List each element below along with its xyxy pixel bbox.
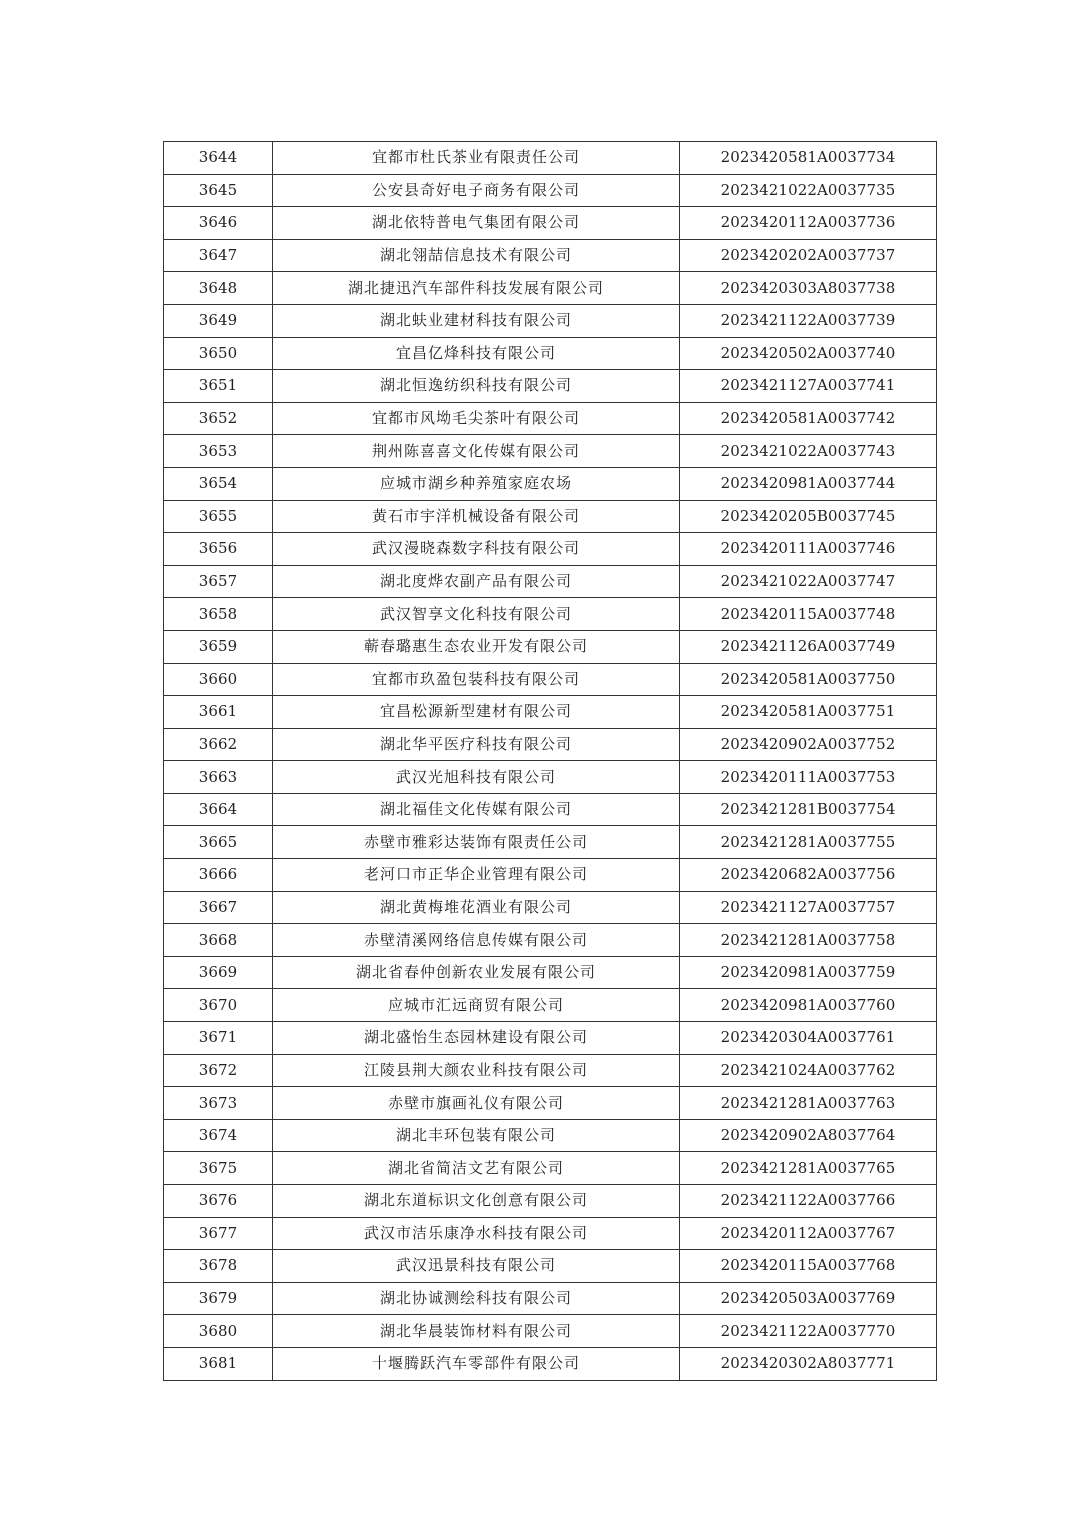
company-name: 赤壁市雅彩达装饰有限责任公司 xyxy=(273,826,680,859)
table-row xyxy=(164,1250,937,1283)
table-row xyxy=(164,272,937,305)
registration-code: 2023421122A0037739 xyxy=(680,304,937,337)
row-number: 3673 xyxy=(164,1087,273,1120)
row-number: 3679 xyxy=(164,1282,273,1315)
company-name: 湖北依特普电气集团有限公司 xyxy=(273,207,680,240)
row-number: 3663 xyxy=(164,761,273,794)
row-number: 3661 xyxy=(164,696,273,729)
registration-code: 2023421022A0037743 xyxy=(680,435,937,468)
registration-code: 2023420902A0037752 xyxy=(680,728,937,761)
registration-code: 2023420304A0037761 xyxy=(680,1022,937,1055)
row-number: 3653 xyxy=(164,435,273,468)
registration-code: 2023420581A0037751 xyxy=(680,696,937,729)
company-name: 赤壁清溪网络信息传媒有限公司 xyxy=(273,924,680,957)
table-row xyxy=(164,891,937,924)
company-name: 荆州陈喜喜文化传媒有限公司 xyxy=(273,435,680,468)
registration-code: 2023421024A0037762 xyxy=(680,1054,937,1087)
table-row xyxy=(164,304,937,337)
company-name: 武汉市洁乐康净水科技有限公司 xyxy=(273,1217,680,1250)
company-name: 江陵县荆大颜农业科技有限公司 xyxy=(273,1054,680,1087)
company-name: 湖北协诚测绘科技有限公司 xyxy=(273,1282,680,1315)
company-name: 武汉智享文化科技有限公司 xyxy=(273,598,680,631)
company-name: 湖北省简洁文艺有限公司 xyxy=(273,1152,680,1185)
row-number: 3668 xyxy=(164,924,273,957)
row-number: 3664 xyxy=(164,793,273,826)
row-number: 3649 xyxy=(164,304,273,337)
table-row xyxy=(164,1315,937,1348)
table-row xyxy=(164,533,937,566)
company-name: 宜都市玖盈包装科技有限公司 xyxy=(273,663,680,696)
registration-code: 2023420112A0037767 xyxy=(680,1217,937,1250)
registration-code: 2023420115A0037768 xyxy=(680,1250,937,1283)
table-row xyxy=(164,565,937,598)
company-name: 湖北盛怡生态园林建设有限公司 xyxy=(273,1022,680,1055)
registration-code: 2023420581A0037750 xyxy=(680,663,937,696)
row-number: 3656 xyxy=(164,533,273,566)
registration-code: 2023420503A0037769 xyxy=(680,1282,937,1315)
registration-code: 2023420902A8037764 xyxy=(680,1119,937,1152)
registration-code: 2023420111A0037746 xyxy=(680,533,937,566)
row-number: 3648 xyxy=(164,272,273,305)
table-row xyxy=(164,500,937,533)
row-number: 3655 xyxy=(164,500,273,533)
table-row xyxy=(164,728,937,761)
row-number: 3672 xyxy=(164,1054,273,1087)
company-name: 应城市汇远商贸有限公司 xyxy=(273,989,680,1022)
company-name: 蕲春璐惠生态农业开发有限公司 xyxy=(273,630,680,663)
company-name: 湖北东道标识文化创意有限公司 xyxy=(273,1185,680,1218)
row-number: 3670 xyxy=(164,989,273,1022)
registration-code: 2023421281A0037763 xyxy=(680,1087,937,1120)
company-name: 湖北恒逸纺织科技有限公司 xyxy=(273,370,680,403)
company-name: 湖北度烨农副产品有限公司 xyxy=(273,565,680,598)
registration-table xyxy=(163,141,937,1381)
registration-code: 2023420981A0037744 xyxy=(680,467,937,500)
table-row xyxy=(164,1217,937,1250)
row-number: 3671 xyxy=(164,1022,273,1055)
row-number: 3657 xyxy=(164,565,273,598)
company-name: 湖北省春仲创新农业发展有限公司 xyxy=(273,956,680,989)
row-number: 3660 xyxy=(164,663,273,696)
table-row xyxy=(164,402,937,435)
company-name: 赤壁市旗画礼仪有限公司 xyxy=(273,1087,680,1120)
row-number: 3665 xyxy=(164,826,273,859)
company-name: 老河口市正华企业管理有限公司 xyxy=(273,859,680,892)
row-number: 3654 xyxy=(164,467,273,500)
company-name: 宜昌亿烽科技有限公司 xyxy=(273,337,680,370)
table-row xyxy=(164,696,937,729)
row-number: 3680 xyxy=(164,1315,273,1348)
row-number: 3666 xyxy=(164,859,273,892)
registration-code: 2023421127A0037757 xyxy=(680,891,937,924)
row-number: 3667 xyxy=(164,891,273,924)
company-name: 应城市湖乡种养殖家庭农场 xyxy=(273,467,680,500)
registration-code: 2023421281A0037758 xyxy=(680,924,937,957)
table-row xyxy=(164,761,937,794)
registration-code: 2023420581A0037734 xyxy=(680,142,937,175)
table-row xyxy=(164,859,937,892)
table-row xyxy=(164,956,937,989)
table-row xyxy=(164,663,937,696)
table-row xyxy=(164,207,937,240)
company-name: 湖北丰环包装有限公司 xyxy=(273,1119,680,1152)
row-number: 3645 xyxy=(164,174,273,207)
company-name: 武汉迅景科技有限公司 xyxy=(273,1250,680,1283)
registration-code: 2023421122A0037766 xyxy=(680,1185,937,1218)
table-row xyxy=(164,793,937,826)
row-number: 3675 xyxy=(164,1152,273,1185)
company-name: 湖北福佳文化传媒有限公司 xyxy=(273,793,680,826)
registration-code: 2023421022A0037735 xyxy=(680,174,937,207)
row-number: 3659 xyxy=(164,630,273,663)
table-row xyxy=(164,1119,937,1152)
registration-code: 2023421126A0037749 xyxy=(680,630,937,663)
registration-code: 2023420502A0037740 xyxy=(680,337,937,370)
registration-code: 2023421122A0037770 xyxy=(680,1315,937,1348)
registration-code: 2023421281B0037754 xyxy=(680,793,937,826)
registration-code: 2023421022A0037747 xyxy=(680,565,937,598)
registration-code: 2023420981A0037760 xyxy=(680,989,937,1022)
registration-code: 2023420115A0037748 xyxy=(680,598,937,631)
company-name: 湖北蚨业建材科技有限公司 xyxy=(273,304,680,337)
company-name: 武汉光旭科技有限公司 xyxy=(273,761,680,794)
table-row xyxy=(164,1152,937,1185)
registration-code: 2023420202A0037737 xyxy=(680,239,937,272)
registration-table-body xyxy=(164,142,937,1381)
company-name: 十堰腾跃汽车零部件有限公司 xyxy=(273,1347,680,1380)
table-row xyxy=(164,1282,937,1315)
table-row xyxy=(164,174,937,207)
registration-code: 2023420302A8037771 xyxy=(680,1347,937,1380)
company-name: 湖北华平医疗科技有限公司 xyxy=(273,728,680,761)
table-row xyxy=(164,1022,937,1055)
row-number: 3681 xyxy=(164,1347,273,1380)
table-row xyxy=(164,1087,937,1120)
company-name: 宜都市杜氏茶业有限责任公司 xyxy=(273,142,680,175)
row-number: 3646 xyxy=(164,207,273,240)
table-row xyxy=(164,239,937,272)
table-row xyxy=(164,1054,937,1087)
table-row xyxy=(164,1347,937,1380)
table-row xyxy=(164,826,937,859)
row-number: 3674 xyxy=(164,1119,273,1152)
table-row xyxy=(164,924,937,957)
row-number: 3647 xyxy=(164,239,273,272)
table-row xyxy=(164,435,937,468)
row-number: 3652 xyxy=(164,402,273,435)
company-name: 宜昌松源新型建材有限公司 xyxy=(273,696,680,729)
row-number: 3651 xyxy=(164,370,273,403)
table-row xyxy=(164,142,937,175)
company-name: 武汉漫晓森数字科技有限公司 xyxy=(273,533,680,566)
registration-code: 2023420581A0037742 xyxy=(680,402,937,435)
company-name: 湖北翎喆信息技术有限公司 xyxy=(273,239,680,272)
company-name: 公安县奇好电子商务有限公司 xyxy=(273,174,680,207)
row-number: 3678 xyxy=(164,1250,273,1283)
row-number: 3662 xyxy=(164,728,273,761)
row-number: 3669 xyxy=(164,956,273,989)
table-row xyxy=(164,598,937,631)
row-number: 3650 xyxy=(164,337,273,370)
row-number: 3676 xyxy=(164,1185,273,1218)
company-name: 湖北黄梅堆花酒业有限公司 xyxy=(273,891,680,924)
table-row xyxy=(164,370,937,403)
company-name: 宜都市风坳毛尖茶叶有限公司 xyxy=(273,402,680,435)
company-name: 黄石市宇洋机械设备有限公司 xyxy=(273,500,680,533)
company-name: 湖北捷迅汽车部件科技发展有限公司 xyxy=(273,272,680,305)
registration-code: 2023420111A0037753 xyxy=(680,761,937,794)
registration-code: 2023420205B0037745 xyxy=(680,500,937,533)
table-row xyxy=(164,630,937,663)
table-row xyxy=(164,1185,937,1218)
registration-code: 2023420682A0037756 xyxy=(680,859,937,892)
registration-code: 2023421281A0037755 xyxy=(680,826,937,859)
registration-code: 2023421281A0037765 xyxy=(680,1152,937,1185)
table-row xyxy=(164,989,937,1022)
row-number: 3677 xyxy=(164,1217,273,1250)
company-name: 湖北华晨装饰材料有限公司 xyxy=(273,1315,680,1348)
row-number: 3658 xyxy=(164,598,273,631)
registration-code: 2023421127A0037741 xyxy=(680,370,937,403)
table-row xyxy=(164,337,937,370)
registration-code: 2023420981A0037759 xyxy=(680,956,937,989)
registration-code: 2023420112A0037736 xyxy=(680,207,937,240)
registration-code: 2023420303A8037738 xyxy=(680,272,937,305)
table-row xyxy=(164,467,937,500)
row-number: 3644 xyxy=(164,142,273,175)
